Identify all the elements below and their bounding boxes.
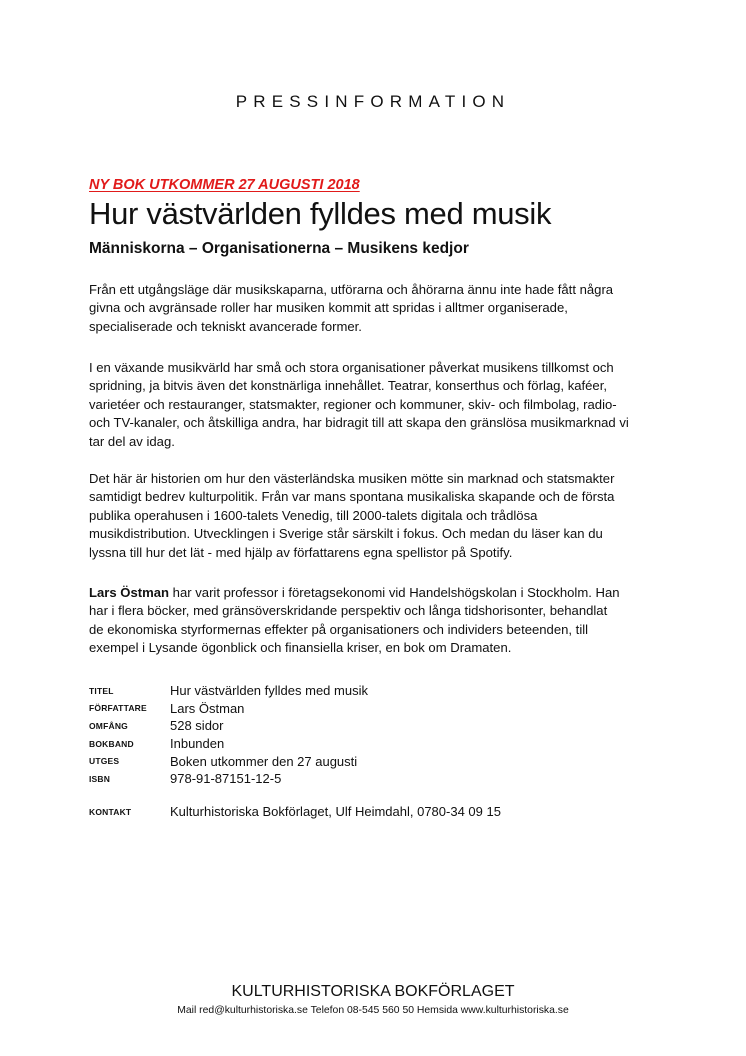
text-line: I en växande musikvärld har små och stora organisationer påverkat musikens tillkomst och [89, 360, 614, 375]
paragraph-organisations [89, 359, 669, 451]
text-line: varietéer och restauranger, statsmakter, regioner och kommuner, skiv- och filmbolag, radio- [89, 396, 617, 412]
fact-value: 978-91-87151-12-5 [170, 771, 282, 787]
fact-value: Inbunden [170, 736, 225, 752]
text-line: spridning, ja bitvis även det konstnärliga innehållet. Teatrar, konserthus och förlag, kaféer, [89, 378, 607, 394]
text-line: givna och avgränsade roller har musiken kommit att spridas i alltmer organiserade, [89, 300, 568, 316]
contact-label: KONTAKT [89, 806, 132, 817]
fact-value: Hur västvärlden fylldes med musik [170, 683, 368, 699]
release-kicker: NY BOK UTKOMMER 27 AUGUSTI 2018 [89, 177, 360, 193]
text-line: lyssna till hur det lät - med hjälp av författarens egna spellistor på Spotify. [89, 544, 513, 560]
contact-value: Kulturhistoriska Bokförlaget, Ulf Heimdahl, 0780-34 09 15 [170, 804, 501, 819]
fact-value: Boken utkommer den 27 augusti [170, 753, 358, 769]
publisher-name: KULTURHISTORISKA BOKFÖRLAGET [231, 983, 515, 1000]
book-title: Hur västvärlden fylldes med musik [89, 196, 552, 231]
paragraph-author [89, 584, 669, 658]
fact-row-isbn [89, 770, 368, 788]
fact-row-release [89, 752, 368, 770]
fact-label: OMFÅNG [89, 720, 128, 731]
fact-label: UTGES [89, 756, 120, 767]
fact-row-author [89, 700, 368, 718]
text-line: Från ett utgångsläge där musikskaparna, utförarna och åhörarna ännu inte hade fått några [89, 282, 614, 297]
fact-row-extent [89, 717, 368, 735]
text-line: musikdistribution. Utvecklingen i Sverige står särskilt i fokus. Och medan du läser kan du [89, 526, 603, 542]
text-line: och TV-kanaler, och åtskilliga andra, har bidragit till att skapa den gränslösa musikmarknad vi [89, 415, 629, 431]
book-facts-table [89, 682, 368, 788]
text-line: har i flera böcker, med gränsöverskridande perspektiv och långa tidshorisonter, behandlat [89, 603, 608, 619]
text-line: publika operahusen i 1600-talets Venedig, till 2000-talets digitala och trådlösa [89, 507, 538, 523]
fact-row-title [89, 682, 368, 700]
publisher-contact-info: Mail red@kulturhistoriska.se Telefon 08-545 560 50 Hemsida www.kulturhistoriska.se [177, 1005, 569, 1016]
book-subtitle: Människorna – Organisationerna – Musikens kedjor [89, 240, 469, 257]
fact-label: ISBN [89, 773, 111, 784]
text-line: har varit professor i företagsekonomi vid Handelshögskolan i Stockholm. Han [169, 585, 620, 600]
author-name: Lars Östman [89, 585, 170, 600]
text-line: exempel i Lysande ögonblick och finansiella kriser, en bok om Dramaten. [89, 640, 512, 656]
fact-label: TITEL [89, 685, 114, 696]
fact-value: Lars Östman [170, 700, 245, 716]
paragraph-intro [89, 281, 669, 336]
fact-label: FÖRFATTARE [89, 703, 147, 714]
text-line: samtidigt bedrev kulturpolitik. Från var mans spontana musikaliska skapande och de första [89, 489, 615, 505]
text-line: specialiserade och tekniskt avancerade former. [89, 318, 362, 334]
paragraph-history [89, 470, 669, 562]
text-line: tar del av idag. [89, 433, 175, 449]
contact-row [89, 804, 501, 819]
fact-label: BOKBAND [89, 738, 134, 749]
text-line: de ekonomiska styrformernas effekter på organisationers och individers beteenden, till [89, 621, 589, 637]
text-line: Det här är historien om hur den västerländska musiken mötte sin marknad och statsmakter [89, 471, 615, 486]
document-header: PRESSINFORMATION [235, 92, 511, 111]
fact-value: 528 sidor [170, 718, 224, 734]
fact-row-binding [89, 735, 368, 753]
